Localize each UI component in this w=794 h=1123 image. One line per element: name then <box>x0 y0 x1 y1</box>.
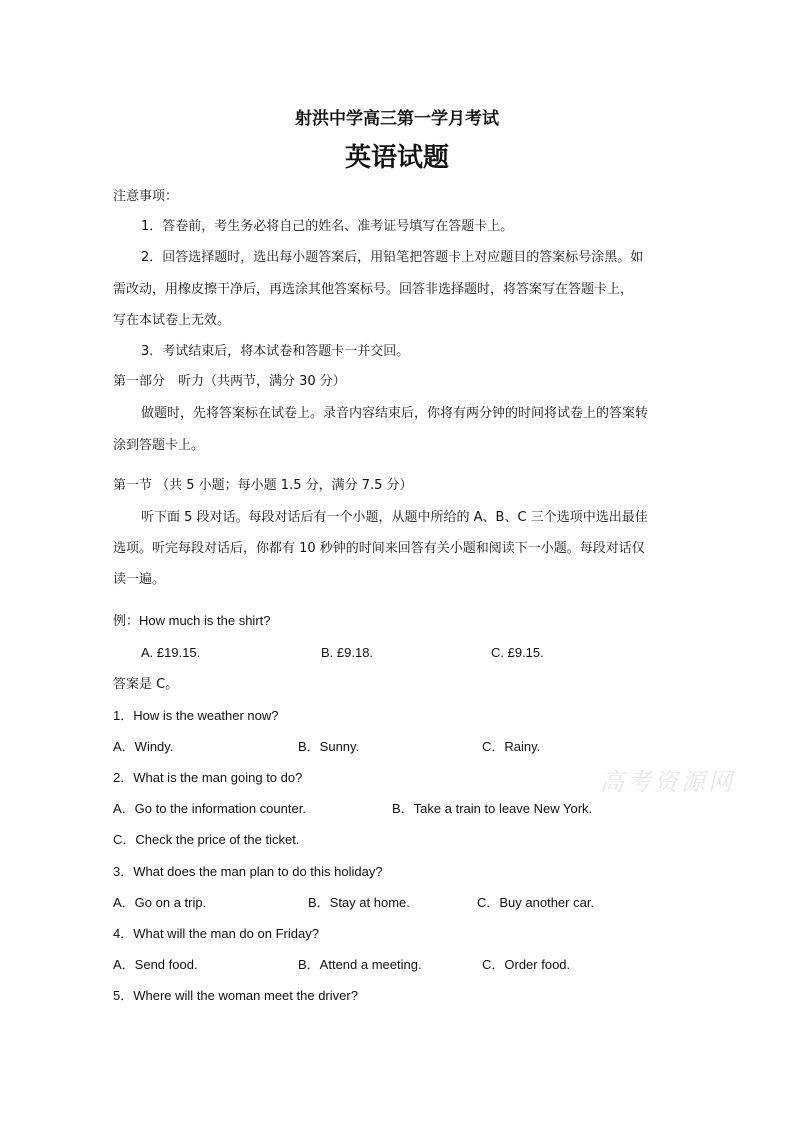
question-3-option-b: B．Stay at home. <box>308 895 410 910</box>
question-4-option-a: A．Send food. <box>113 957 198 972</box>
question-1-option-c: C．Rainy. <box>482 739 541 754</box>
note-item-1: 1．答卷前，考生务必将自己的姓名、准考证号填写在答题卡上。 <box>141 219 514 234</box>
section1-instruction-line-3: 读一遍。 <box>113 572 166 587</box>
subject-title: 英语试题 <box>344 143 449 173</box>
question-5: 5．Where will the woman meet the driver? <box>113 988 358 1003</box>
question-1: 1．How is the weather now? <box>113 708 279 723</box>
example-question: 例：How much is the shirt? <box>113 613 271 628</box>
watermark: 高考资源网 <box>600 768 735 796</box>
part1-instruction-line-1: 做题时，先将答案标在试卷上。录音内容结束后，你将有两分钟的时间将试卷上的答案转 <box>141 406 649 421</box>
question-4-option-b: B．Attend a meeting. <box>298 957 422 972</box>
notes-heading: 注意事项： <box>113 189 179 204</box>
question-1-option-b: B．Sunny. <box>298 739 360 754</box>
question-4: 4．What will the man do on Friday? <box>113 926 319 941</box>
question-2: 2．What is the man going to do? <box>113 770 303 785</box>
question-1-option-a: A．Windy. <box>113 739 174 754</box>
note-item-2-line-1: 2．回答选择题时，选出每小题答案后，用铅笔把答题卡上对应题目的答案标号涂黑。如 <box>141 250 644 265</box>
section1-heading: 第一节 （共 5 小题；每小题 1.5 分，满分 7.5 分） <box>113 478 413 493</box>
question-3: 3．What does the man plan to do this holiday? <box>113 864 383 879</box>
question-2-option-c: C．Check the price of the ticket. <box>113 832 300 847</box>
section1-instruction-line-2: 选项。听完每段对话后，你都有 10 秒钟的时间来回答有关小题和阅读下一小题。每段对话仅 <box>113 541 645 556</box>
example-option-a: A. £19.15. <box>141 645 201 660</box>
part1-heading: 第一部分 听力（共两节，满分 30 分） <box>113 374 346 389</box>
question-3-option-a: A．Go on a trip. <box>113 895 207 910</box>
school-exam-title: 射洪中学高三第一学月考试 <box>295 109 499 129</box>
example-answer: 答案是 C。 <box>113 677 179 692</box>
part1-instruction-line-2: 涂到答题卡上。 <box>113 438 205 453</box>
section1-instruction-line-1: 听下面 5 段对话。每段对话后有一个小题，从题中所给的 A、B、C 三个选项中选出最佳 <box>141 510 648 525</box>
question-4-option-c: C．Order food. <box>482 957 571 972</box>
note-item-2-line-2: 需改动，用橡皮擦干净后，再选涂其他答案标号。回答非选择题时，将答案写在答题卡上， <box>113 282 634 297</box>
note-item-2-line-3: 写在本试卷上无效。 <box>113 313 231 328</box>
note-item-3: 3．考试结束后，将本试卷和答题卡一并交回。 <box>141 344 410 359</box>
example-option-c: C. £9.15. <box>491 645 544 660</box>
example-option-b: B. £9.18. <box>321 645 374 660</box>
question-3-option-c: C．Buy another car. <box>477 895 595 910</box>
question-2-option-a: A．Go to the information counter. <box>113 801 306 816</box>
question-2-option-b: B．Take a train to leave New York. <box>392 801 593 816</box>
